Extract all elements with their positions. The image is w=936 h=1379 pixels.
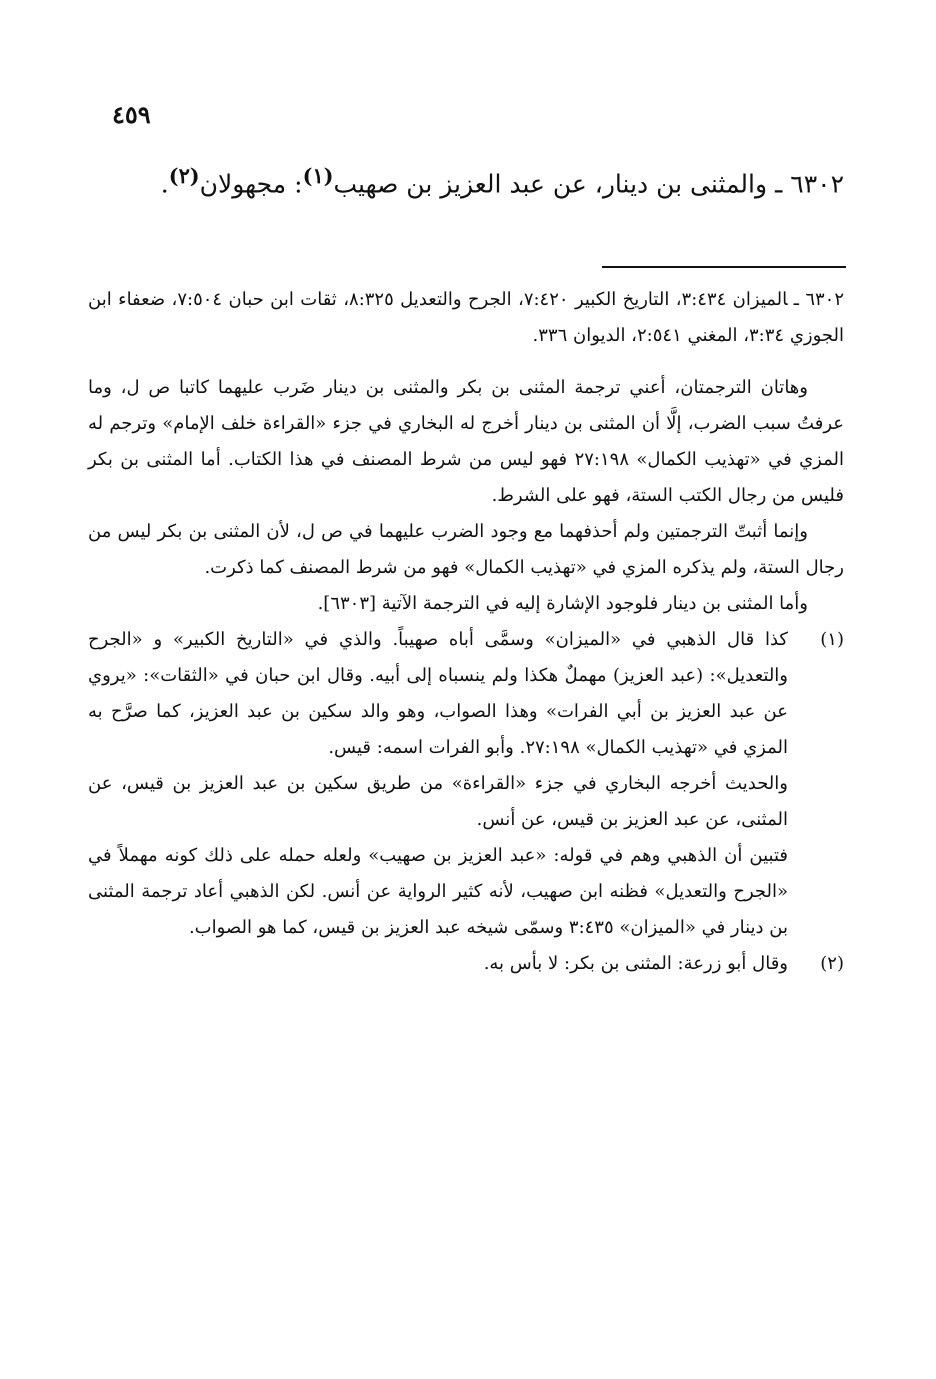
footnote-marker-2: (٢) [168, 163, 200, 188]
footnotes [88, 282, 844, 982]
footnote-divider [602, 266, 846, 268]
entry-period: . [160, 169, 169, 199]
entry-text: ـ والمثنى بن دينار، عن عبد العزيز بن صهيب [333, 169, 783, 199]
footnote-2-number: (٢) [820, 953, 844, 974]
biographical-entry [84, 150, 844, 210]
footnote-2 [88, 946, 844, 982]
page-number: ٤٥٩ [112, 100, 151, 129]
sources-text: الميزان ٣:٤٣٤، التاريخ الكبير ٧:٤٢٠، الجرح والتعديل ٨:٣٢٥، ثقات ابن حبان ٧:٥٠٤، ضعفاء ابن الجوزي ٣:٣٤، المغني ٢:٥٤١، الديوان ٣٣٦. [88, 289, 844, 346]
footnote-1-number: (١) [820, 629, 844, 650]
footnote-1-paragraph-3-text: فتبين أن الذهبي وهم في قوله: «عبد العزيز بن صهيب» ولعله حمله على ذلك كونه مهملاً في «الجرح والتعديل» فظنه ابن صهيب، لأنه كثير الرواية عن أنس. لكن الذهبي أعاد ترجمة المثنى بن دينار في «الميزان» ٣:٤٣٥ وسمّى شيخه عبد العزيز بن قيس، كما هو الصواب. [88, 845, 788, 938]
sources-label: ٦٣٠٢ ـ [793, 289, 844, 310]
note-paragraph-1: وهاتان الترجمتان، أعني ترجمة المثنى بن بكر والمثنى بن دينار ضَرب عليهما كاتبا ص ل، وما عرفتُ سبب الضرب، إلَّا أن المثنى بن دينار أخرج له البخاري في جزء «القراءة خلف الإمام» وترجم له المزي في «تهذيب الكمال» ٢٧:١٩٨ فهو ليس من شرط المصنف في هذا الكتاب. أما المثنى بن بكر فليس من رجال الكتب الستة، فهو على الشرط. [88, 377, 844, 506]
footnote-1 [88, 622, 844, 766]
sources-paragraph [88, 282, 844, 354]
note-paragraph-3: وأما المثنى بن دينار فلوجود الإشارة إليه في الترجمة الآتية [٦٣٠٣]. [317, 593, 808, 614]
footnote-2-text: وقال أبو زرعة: المثنى بن بكر: لا بأس به. [483, 953, 788, 974]
footnote-1-paragraph-3 [88, 838, 844, 946]
entry-colon: : [294, 169, 303, 199]
footnote-1-text: كذا قال الذهبي في «الميزان» وسمَّى أباه صهيباً. والذي في «التاريخ الكبير» و «الجرح والتعديل»: (عبد العزيز) مهملٌ هكذا ولم ينسباه إلى أبيه. وقال ابن حبان في «الثقات»: «يروي عن عبد العزيز بن أبي الفرات» وهذا الصواب، وهو والد سكين بن عبد العزيز، كما صرَّح به المزي في «تهذيب الكمال» ٢٧:١٩٨. وأبو الفرات اسمه: قيس. [88, 629, 788, 758]
entry-number: ٦٣٠٢ [790, 169, 844, 199]
footnote-marker-1: (١) [302, 163, 334, 188]
note-paragraph-2: وإنما أثبتّ الترجمتين ولم أحذفهما مع وجود الضرب عليهما في ص ل، لأن المثنى بن بكر ليس من رجال الستة، ولم يذكره المزي في «تهذيب الكمال» فهو من شرط المصنف كما ذكرت. [88, 521, 844, 578]
entry-verdict: مجهولان [199, 169, 287, 199]
footnote-1-paragraph-2 [88, 766, 844, 838]
footnote-1-paragraph-2-text: والحديث أخرجه البخاري في جزء «القراءة» من طريق سكين بن عبد العزيز بن قيس، عن المثنى، عن عبد العزيز بن قيس، عن أنس. [88, 773, 788, 830]
